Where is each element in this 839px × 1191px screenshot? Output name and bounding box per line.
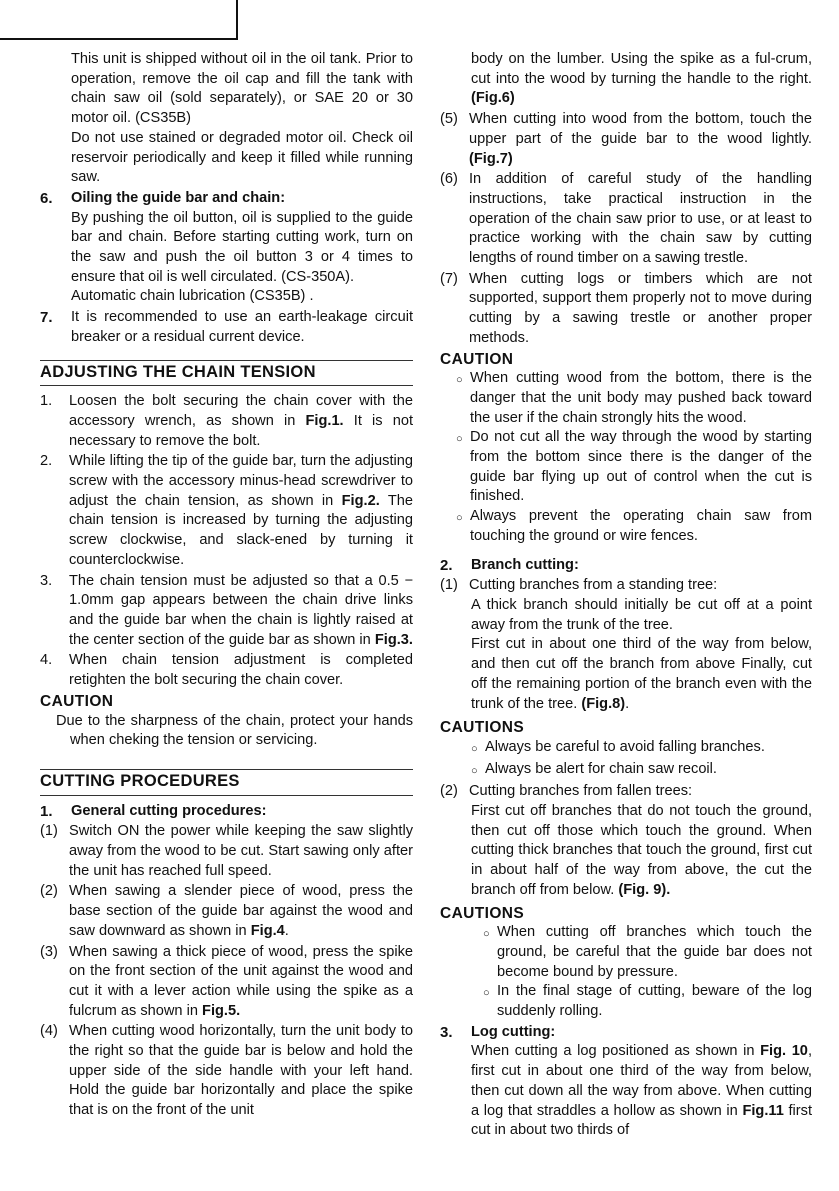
- procedure-4-number: (4): [40, 1023, 58, 1040]
- cautions-1-bullet-1-text: Always be careful to avoid falling branches.: [485, 738, 765, 755]
- fig-2-reference: Fig.2.: [341, 492, 380, 509]
- caution-2-bullet-2: [440, 428, 812, 507]
- adjust-step-2-number: 2.: [40, 453, 53, 470]
- caution-2-bullet-1: [440, 369, 812, 428]
- cautions-1-bullet-1: [440, 738, 812, 760]
- procedure-3-text: When sawing a thick piece of wood, press the spike on the front section of the unit against the wood and cut it with a lever action while using the spike as a fulcrum as shown in: [69, 943, 413, 1019]
- procedure-2-number: (2): [40, 883, 58, 900]
- procedure-3-number: (3): [40, 943, 58, 960]
- branch-2: [440, 782, 812, 802]
- procedure-4: [40, 1022, 413, 1121]
- branch-1-number: (1): [440, 577, 458, 594]
- caution-2-bullet-3-text: Always prevent the operating chain saw from touching the ground or wire fences.: [470, 508, 812, 544]
- adjust-step-1: [40, 392, 413, 451]
- branch-1-paragraph-2: First cut in about one third of the way from below, and then cut off the branch from above Finally, cut off the remaining portion of the branch even with the trunk of the tree.: [471, 636, 812, 712]
- fig-4-reference: Fig.4: [250, 922, 285, 939]
- bullet-circle-icon: ○: [471, 764, 478, 777]
- procedure-2-text: When sawing a slender piece of wood, press the base section of the guide bar against the wood and saw downward as shown in: [69, 883, 413, 939]
- branch-1-period: .: [625, 695, 630, 712]
- cautions-2-bullet-2: [440, 982, 812, 1021]
- general-cutting-title: General cutting procedures:: [71, 802, 267, 819]
- caution-2-bullet-1-text: When cutting wood from the bottom, there is the danger that the unit body may pushed back toward the user if the chain strongly hits the wood.: [470, 370, 812, 426]
- procedure-7-number: (7): [440, 270, 458, 287]
- caution-2-bullet-3: [440, 507, 812, 546]
- caution-2-bullet-2-text: Do not cut all the way through the wood by starting from the bottom since there is the danger of the guide bar flying up out of control when the cut is finished.: [470, 429, 812, 505]
- branch-1: [440, 576, 812, 596]
- adjust-step-4-text: When chain tension adjustment is completed retighten the bolt securing the chain cover.: [69, 652, 413, 689]
- step-6-text: By pushing the oil button, oil is supplied to the guide bar and chain. Before starting cutting work, turn on the saw and push the oil button 3 or 4 times to ensure that oil is well circulated. (CS-350A).: [71, 209, 413, 285]
- fig-7-reference: (Fig.7): [469, 150, 513, 167]
- section-title-cutting-procedures: CUTTING PROCEDURES: [40, 769, 413, 796]
- cautions-2-bullet-1: [440, 923, 812, 982]
- procedure-6-text: In addition of careful study of the handling instructions, take practical instruction in the operation of the chain saw prior to use, or at least to practice working with the chain saw by cutting lengths of round timber on a sawing trestle.: [469, 171, 812, 267]
- adjust-step-1-text-b: It is not necessary to remove the bolt.: [69, 412, 413, 449]
- step-6-number: 6.: [40, 189, 53, 207]
- procedure-2-period: .: [284, 922, 289, 939]
- section-title-chain-tension: ADJUSTING THE CHAIN TENSION: [40, 360, 413, 387]
- adjust-step-1-number: 1.: [40, 393, 53, 410]
- adjust-step-1-text-a: Loosen the bolt securing the chain cover with the accessory wrench, as shown in: [69, 393, 413, 429]
- bullet-circle-icon: ○: [471, 742, 478, 755]
- cautions-2-bullet-1-text: When cutting off branches which touch the ground, be careful that the guide bar does not become bound by pressure.: [497, 924, 812, 980]
- branch-cutting-heading: [440, 556, 812, 576]
- log-cutting-text-c: first cut in about two thirds of: [471, 1102, 812, 1139]
- procedure-1-number: (1): [40, 823, 58, 840]
- branch-cutting-title: Branch cutting:: [471, 556, 579, 573]
- step-7-number: 7.: [40, 309, 53, 327]
- log-cutting-title: Log cutting:: [471, 1023, 556, 1040]
- log-cutting-text-b: , first cut in about one third of the way from below, then cut down all the way from above. When cutting a log that straddles a hollow as shown in: [471, 1043, 812, 1119]
- fig-5-reference: Fig.5.: [202, 1002, 241, 1019]
- cautions-heading-2: CAUTIONS: [440, 904, 525, 922]
- cautions-heading-1: CAUTIONS: [440, 719, 525, 737]
- caution-1-text: Due to the sharpness of the chain, protect your hands when cheking the tension or servicing.: [56, 712, 413, 749]
- adjust-step-2: [40, 452, 413, 570]
- log-cutting-heading: [440, 1023, 812, 1043]
- cautions-1-bullet-2: [440, 760, 812, 782]
- header-tab-box: [0, 0, 238, 40]
- branch-1-paragraph-1: A thick branch should initially be cut off at a point away from the trunk of the tree.: [471, 596, 812, 633]
- bullet-circle-icon: ○: [456, 374, 463, 387]
- bullet-circle-icon: ○: [483, 928, 490, 941]
- bullet-circle-icon: ○: [483, 987, 490, 1000]
- procedure-6-number: (6): [440, 171, 458, 188]
- log-cutting-text-a: When cutting a log positioned as shown in: [471, 1043, 755, 1060]
- left-column: [40, 50, 413, 1121]
- fig-1-reference: Fig.1.: [305, 412, 344, 429]
- step-6: [40, 189, 413, 209]
- right-column: [440, 50, 812, 1141]
- procedure-5-text: When cutting into wood from the bottom, touch the upper part of the guide bar to the wood lightly.: [469, 111, 812, 147]
- step-6-text-2: Automatic chain lubrication (CS35B) .: [71, 288, 314, 305]
- branch-2-paragraph: First cut off branches that do not touch the ground, then cut off those which touch the ground. When cutting thick branches that touch the ground, first cut in about half of the way from above, the cut the branch off from below.: [471, 803, 812, 898]
- bullet-circle-icon: ○: [456, 512, 463, 525]
- procedure-4-text: When cutting wood horizontally, turn the unit body to the right so that the guide bar is below and hold the upper side of the side handle with your left hand. Hold the guide bar horizontally and place the spike that is on the front of the unit: [69, 1023, 413, 1119]
- bullet-circle-icon: ○: [456, 433, 463, 446]
- procedure-6: [440, 170, 812, 269]
- adjust-step-4-number: 4.: [40, 652, 53, 669]
- procedure-3: [40, 943, 413, 1022]
- procedure-2: [40, 882, 413, 941]
- fig-8-reference: (Fig.8): [581, 695, 626, 712]
- oil-paragraph-2: Do not use stained or degraded motor oil. Check oil reservoir periodically and keep it filled while running saw.: [71, 129, 413, 186]
- general-cutting-heading: [40, 802, 413, 822]
- branch-2-text: Cutting branches from fallen trees:: [469, 783, 693, 800]
- fig-3-reference: Fig.3.: [374, 631, 413, 648]
- branch-2-number: (2): [440, 783, 458, 800]
- caution-heading-1: CAUTION: [40, 692, 114, 710]
- general-cutting-number: 1.: [40, 802, 53, 820]
- procedure-1-text: Switch ON the power while keeping the saw slightly away from the wood to be cut. Start sawing only after the unit has reached full speed.: [69, 823, 413, 879]
- branch-cutting-number: 2.: [440, 556, 453, 574]
- oil-paragraph-1: This unit is shipped without oil in the oil tank. Prior to operation, remove the oil cap and fill the tank with chain saw oil (sold separately), or SAE 20 or 30 motor oil. (CS35B): [71, 51, 413, 127]
- procedure-7-text: When cutting logs or timbers which are not supported, support them properly not to move during cutting by a sawing trestle or another proper methods.: [469, 270, 812, 346]
- log-cutting-number: 3.: [440, 1023, 453, 1041]
- adjust-step-4: [40, 651, 413, 690]
- step-6-title: Oiling the guide bar and chain:: [71, 189, 286, 206]
- step-7: [40, 308, 413, 347]
- adjust-step-2-text-a: While lifting the tip of the guide bar, turn the adjusting screw with the accessory minus-head screwdriver to adjust the chain tension, as shown in: [69, 453, 413, 509]
- cautions-1-bullet-2-text: Always be alert for chain saw recoil.: [485, 760, 717, 777]
- procedure-1: [40, 822, 413, 881]
- adjust-step-3-number: 3.: [40, 572, 53, 589]
- procedure-5: [440, 110, 812, 169]
- branch-1-text: Cutting branches from a standing tree:: [469, 577, 718, 594]
- procedure-4-continued: body on the lumber. Using the spike as a ful-crum, cut into the wood by turning the handle to the right.: [471, 51, 812, 87]
- fig-10-reference: Fig. 10: [760, 1043, 808, 1060]
- procedure-5-number: (5): [440, 111, 458, 128]
- adjust-step-3: [40, 572, 413, 651]
- step-7-text: It is recommended to use an earth-leakage circuit breaker or a residual current device.: [71, 309, 413, 345]
- fig-6-reference: (Fig.6): [471, 90, 515, 107]
- caution-heading-2: CAUTION: [440, 350, 514, 368]
- fig-9-reference: (Fig. 9).: [618, 881, 671, 898]
- fig-11-reference: Fig.11: [742, 1102, 784, 1119]
- procedure-7: [440, 270, 812, 349]
- adjust-step-3-text: The chain tension must be adjusted so that a 0.5 − 1.0mm gap appears between the chain drive links and the guide bar when the chain is lightly raised at the center section of the guide bar as shown in: [69, 572, 413, 648]
- adjust-step-2-text-b: The chain tension is increased by turning the adjusting screw clockwise, and slack-ened by turning it counterclockwise.: [69, 492, 413, 568]
- cautions-2-bullet-2-text: In the final stage of cutting, beware of the log suddenly rolling.: [497, 983, 812, 1020]
